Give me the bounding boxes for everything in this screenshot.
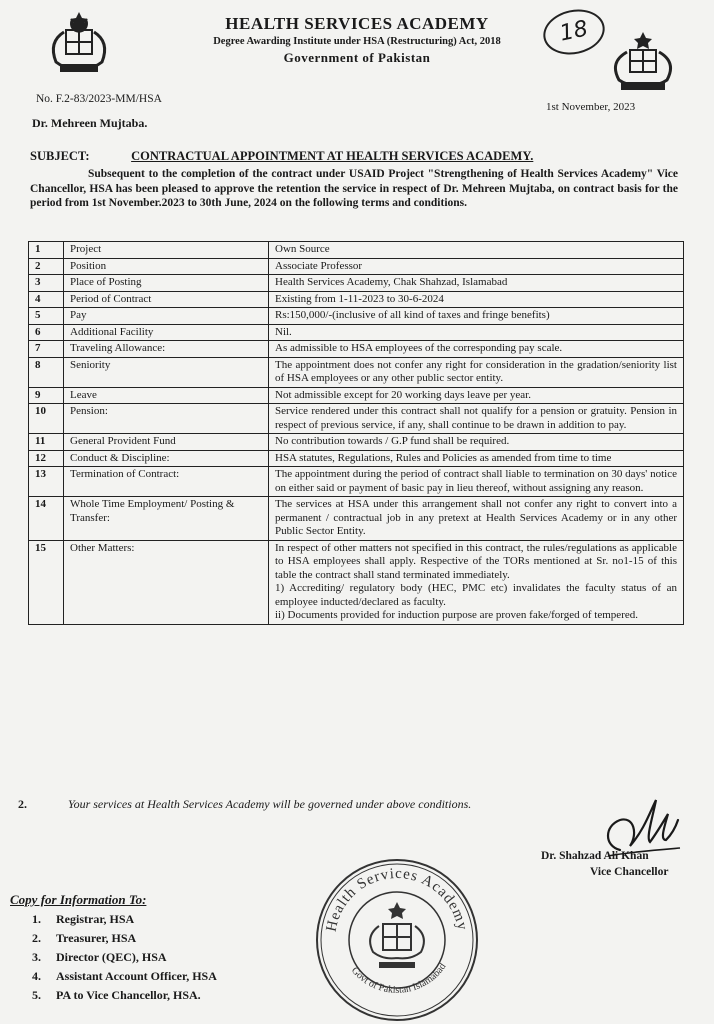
table-row	[29, 450, 684, 467]
term-number: 5	[29, 308, 64, 325]
page-mark: 18	[539, 4, 609, 60]
list-item-text: Assistant Account Officer, HSA	[56, 969, 217, 983]
term-detail-subpoint: 1) Accrediting/ regulatory body (HEC, PMC etc) invalidates the faculty status of an employee inducted/declared as faculty.	[275, 582, 677, 608]
term-item: Traveling Allowance:	[64, 341, 269, 358]
term-detail-text: Associate Professor	[275, 259, 363, 272]
term-detail	[269, 467, 684, 497]
subject-text: CONTRACTUAL APPOINTMENT AT HEALTH SERVICES ACADEMY.	[131, 149, 534, 163]
institution-title: HEALTH SERVICES ACADEMY	[225, 14, 489, 33]
table-row	[29, 324, 684, 341]
table-row	[29, 291, 684, 308]
list-item	[32, 910, 217, 929]
signatory-name: Dr. Shahzad Ali Khan	[541, 850, 649, 862]
term-detail	[269, 387, 684, 404]
term-number: 10	[29, 404, 64, 434]
term-number: 9	[29, 387, 64, 404]
term-item: Conduct & Discipline:	[64, 450, 269, 467]
term-detail-text: Service rendered under this contract shall not qualify for a pension or gratuity. Pension in respect of previous service, if any, shall continue to be drawn in addition to pay.	[275, 405, 677, 431]
term-detail-text: The appointment during the period of contract shall liable to termination on 30 days' notice on either said or payment of basic pay in lieu thereof, without assigning any reason.	[275, 468, 677, 494]
table-row	[29, 258, 684, 275]
term-detail	[269, 242, 684, 259]
term-number: 8	[29, 357, 64, 387]
terms-table	[28, 241, 684, 625]
term-detail	[269, 434, 684, 451]
term-detail-text: Existing from 1-11-2023 to 30-6-2024	[275, 292, 444, 305]
government-emblem-right	[603, 30, 683, 94]
table-row	[29, 341, 684, 358]
stamp-bottom-text: Govt of Pakistan Islamabad	[348, 961, 449, 996]
term-number: 7	[29, 341, 64, 358]
list-item-text: Treasurer, HSA	[56, 931, 137, 945]
table-row	[29, 242, 684, 259]
term-number: 3	[29, 275, 64, 292]
list-item	[32, 967, 217, 986]
official-stamp	[313, 856, 481, 1024]
list-item-text: Registrar, HSA	[56, 912, 135, 926]
term-item: Pay	[64, 308, 269, 325]
letter-date: 1st November, 2023	[546, 101, 636, 113]
subject-line	[30, 149, 533, 164]
list-item	[32, 929, 217, 948]
term-item: Project	[64, 242, 269, 259]
term-detail-text: Nil.	[275, 325, 292, 338]
term-detail-text: The services at HSA under this arrangement shall not confer any right to convert into a permanent / contractual job in any pretext at Health Services Academy or in any other Public Sector Entity.	[275, 498, 677, 537]
term-detail-text: Health Services Academy, Chak Shahzad, Islamabad	[275, 276, 508, 288]
stamp-ring-text: Health Services Academy	[323, 865, 471, 934]
list-item-number: 1.	[32, 912, 41, 926]
term-item: General Provident Fund	[64, 434, 269, 451]
term-detail-text: Rs:150,000/-(inclusive of all kind of taxes and fringe benefits)	[275, 309, 550, 321]
term-detail-text: Own Source	[275, 243, 330, 255]
term-item: Other Matters:	[64, 540, 269, 624]
table-row	[29, 275, 684, 292]
closing-text: Your services at Health Services Academy will be governed under above conditions.	[68, 797, 472, 811]
term-number: 12	[29, 450, 64, 467]
term-number: 2	[29, 258, 64, 275]
term-item: Period of Contract	[64, 291, 269, 308]
term-detail	[269, 275, 684, 292]
term-detail-text: HSA statutes, Regulations, Rules and Policies as amended from time to time	[275, 451, 612, 464]
term-detail	[269, 357, 684, 387]
reference-number: No. F.2-83/2023-MM/HSA	[36, 93, 162, 105]
term-number: 15	[29, 540, 64, 624]
term-item: Place of Posting	[64, 275, 269, 292]
table-row	[29, 467, 684, 497]
table-row	[29, 404, 684, 434]
term-detail	[269, 497, 684, 541]
term-detail-text: In respect of other matters not specified in this contract, the rules/regulations as applicable to HSA employees shall apply. Respective of the TORs mentioned at Sr. no1-15 of this table the contract shall stand terminated immediately.	[275, 541, 677, 581]
signatory-title: Vice Chancellor	[590, 866, 669, 878]
term-item: Additional Facility	[64, 324, 269, 341]
addressee: Dr. Mehreen Mujtaba.	[32, 116, 148, 130]
intro-paragraph: Subsequent to the completion of the contract under USAID Project "Strengthening of Health Services Academy" Vice Chancellor, HSA has been pleased to approve the retention the service in respect of Dr. Mehreen Mujtaba, on contract basis for the period from 1st November.2023 to 30th June, 2024 on the following terms and conditions.	[30, 168, 678, 209]
table-row	[29, 308, 684, 325]
term-number: 6	[29, 324, 64, 341]
term-item: Leave	[64, 387, 269, 404]
list-item-text: PA to Vice Chancellor, HSA.	[56, 988, 201, 1002]
table-row	[29, 540, 684, 624]
list-item-text: Director (QEC), HSA	[56, 950, 167, 964]
term-item: Termination of Contract:	[64, 467, 269, 497]
table-row	[29, 387, 684, 404]
subject-label: SUBJECT:	[30, 149, 90, 163]
term-number: 14	[29, 497, 64, 541]
table-row	[29, 497, 684, 541]
list-item-number: 5.	[32, 988, 41, 1002]
term-detail-text: The appointment does not confer any right for consideration in the gradation/seniority list of HSA employees or any other public sector entity.	[275, 358, 677, 384]
list-item-number: 4.	[32, 969, 41, 983]
list-item	[32, 986, 217, 1005]
term-detail-text: As admissible to HSA employees of the corresponding pay scale.	[275, 342, 563, 354]
term-detail	[269, 540, 684, 624]
term-item: Seniority	[64, 357, 269, 387]
list-item-number: 2.	[32, 931, 41, 945]
term-detail	[269, 341, 684, 358]
term-item: Pension:	[64, 404, 269, 434]
closing-paragraph	[18, 797, 471, 812]
list-item	[32, 948, 217, 967]
term-detail	[269, 291, 684, 308]
term-detail	[269, 308, 684, 325]
closing-number: 2.	[18, 797, 27, 811]
term-detail-subpoint: ii) Documents provided for induction purpose are proven fake/forged of tempered.	[275, 609, 638, 621]
term-number: 11	[29, 434, 64, 451]
term-number: 13	[29, 467, 64, 497]
list-item-number: 3.	[32, 950, 41, 964]
term-number: 1	[29, 242, 64, 259]
term-detail	[269, 258, 684, 275]
term-detail	[269, 324, 684, 341]
institution-subtitle: Degree Awarding Institute under HSA (Restructuring) Act, 2018	[213, 36, 501, 47]
term-detail-text: Not admissible except for 20 working days leave per year.	[275, 388, 531, 401]
table-row	[29, 357, 684, 387]
government-line: Government of Pakistan	[283, 50, 431, 65]
term-item: Whole Time Employment/ Posting & Transfer:	[64, 497, 269, 541]
term-item: Position	[64, 258, 269, 275]
term-number: 4	[29, 291, 64, 308]
term-detail	[269, 404, 684, 434]
term-detail-text: No contribution towards / G.P fund shall be required.	[275, 435, 510, 447]
copy-heading: Copy for Information To:	[10, 892, 147, 907]
table-row	[29, 434, 684, 451]
copy-list	[32, 910, 217, 1005]
term-detail	[269, 450, 684, 467]
